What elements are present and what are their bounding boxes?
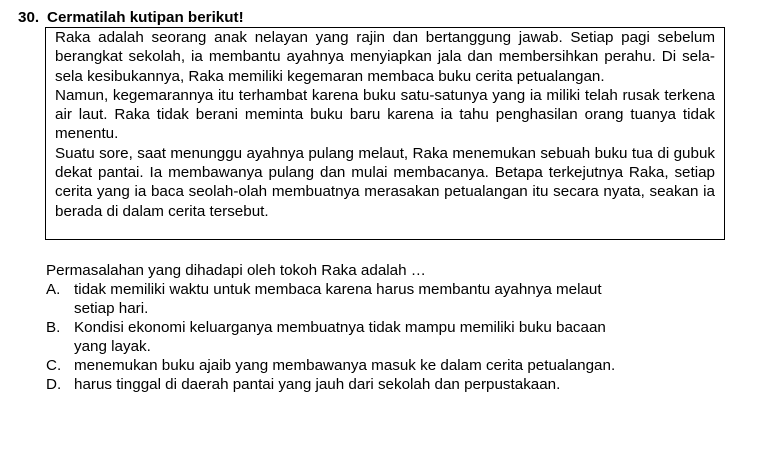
answer-option-b[interactable] xyxy=(46,318,736,356)
option-text-line: tidak memiliki waktu untuk membaca karena harus membantu ayahnya melaut xyxy=(74,281,602,298)
question-header xyxy=(18,8,244,27)
option-text xyxy=(74,375,736,394)
option-letter: D. xyxy=(46,376,62,393)
passage-box xyxy=(45,27,725,240)
option-text xyxy=(74,280,736,318)
option-text xyxy=(74,318,736,356)
answer-option-d[interactable] xyxy=(46,375,736,394)
question-number: 30. xyxy=(18,9,40,26)
answer-options xyxy=(46,280,736,394)
option-letter: C. xyxy=(46,357,62,374)
answer-option-a[interactable] xyxy=(46,280,736,318)
passage-paragraph-2: Namun, kegemarannya itu terhambat karena buku satu-satunya yang ia miliki telah rusak terkena air laut. Raka tidak berani meminta buku baru karena ia tahu penghasilan orang tuanya tidak menentu. xyxy=(55,86,715,143)
option-text-line: yang layak. xyxy=(74,338,151,355)
option-text-line: harus tinggal di daerah pantai yang jauh dari sekolah dan perpustakaan. xyxy=(74,376,561,393)
option-letter: A. xyxy=(46,281,61,298)
option-text-line: menemukan buku ajaib yang membawanya masuk ke dalam cerita petualangan. xyxy=(74,357,616,374)
option-text-line: Kondisi ekonomi keluarganya membuatnya tidak mampu memiliki buku bacaan xyxy=(74,319,606,336)
option-text xyxy=(74,356,736,375)
option-text-line: setiap hari. xyxy=(74,300,149,317)
question-instruction: Cermatilah kutipan berikut! xyxy=(47,9,244,26)
passage-paragraph-1: Raka adalah seorang anak nelayan yang rajin dan bertanggung jawab. Setiap pagi sebelum berangkat sekolah, ia membantu ayahnya menyiapkan jala dan membersihkan perahu. Di sela-sela kesibukannya, Raka memiliki kegemaran membaca buku cerita petualangan. xyxy=(55,29,715,85)
option-letter: B. xyxy=(46,319,61,336)
question-prompt: Permasalahan yang dihadapi oleh tokoh Raka adalah … xyxy=(46,262,426,279)
answer-option-c[interactable] xyxy=(46,356,736,375)
passage-paragraph-3: Suatu sore, saat menunggu ayahnya pulang melaut, Raka menemukan sebuah buku tua di gubuk dekat pantai. Ia membawanya pulang dan mulai membacanya. Betapa terkejutnya Raka, setiap cerita yang ia baca seolah-olah membuatnya merasakan petualangan itu secara nyata, seakan ia berada di dalam cerita tersebut. xyxy=(55,144,715,220)
